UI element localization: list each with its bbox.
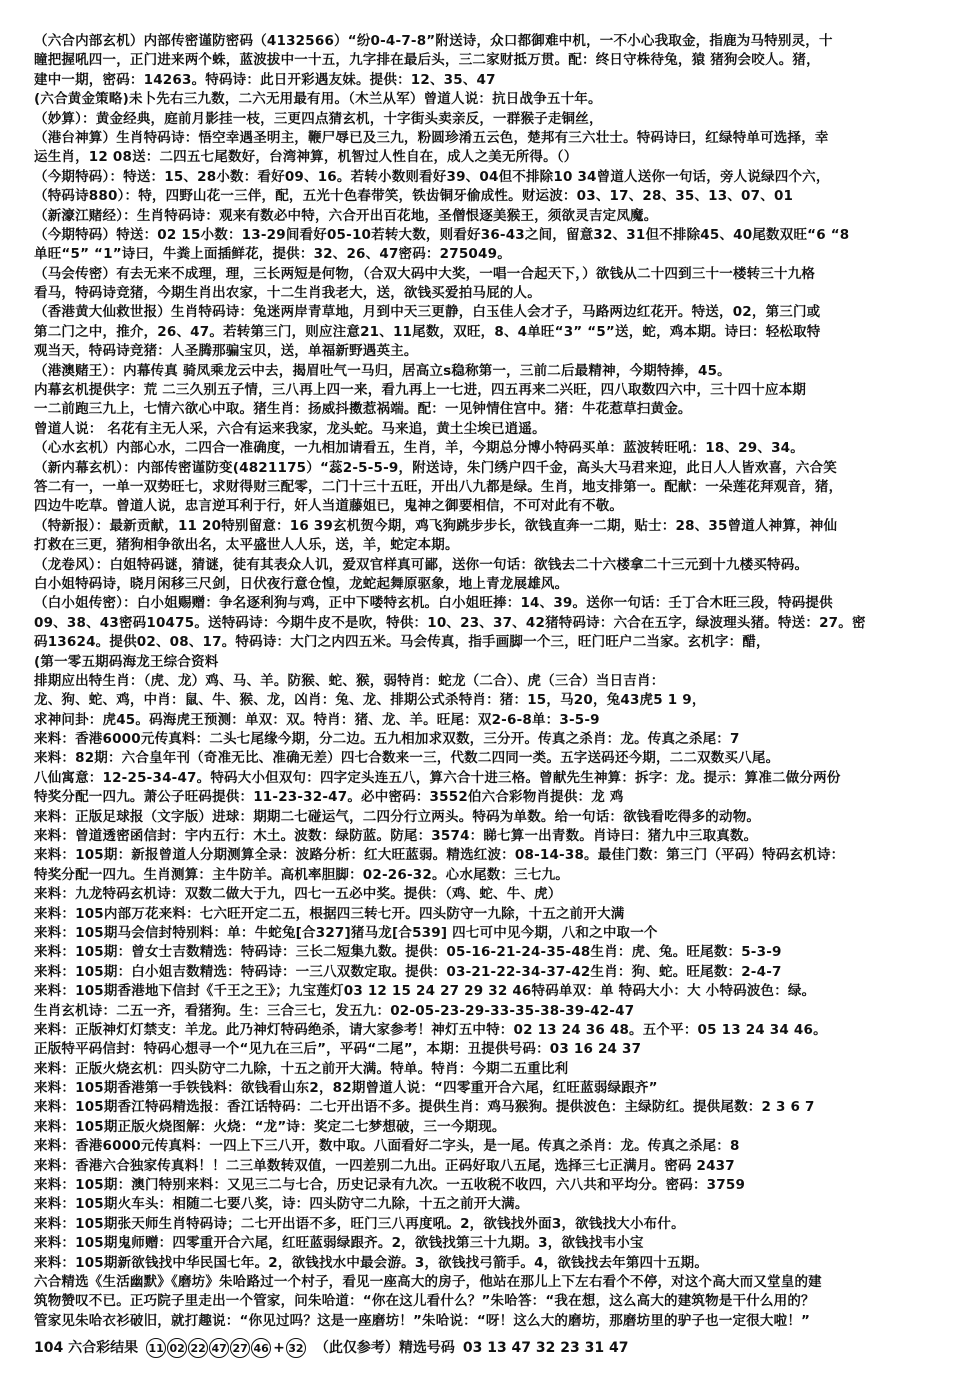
text-line: 运生肖，12 08送：二四五七尾数好，台湾神算，机智过人性自在，成人之美无所得。（） bbox=[34, 149, 578, 166]
text-line: 来料：105内部万花来料：七六旺开定二五，根据四三转七开。四头防守一九除，十五之前开大满 bbox=[34, 905, 625, 922]
text-line: 生肖玄机诗：二五一齐，看猪狗。生：三合三七，发五九：02-05-23-29-33-35-38-39-42-47 bbox=[34, 1002, 635, 1019]
text-line: （港澳赌王）：内幕传真 骑凤乘龙云中去，揭眉吐气一马归，居高立s稳称第一，三前二后最精神，今期特捧，45。 bbox=[34, 362, 731, 379]
text-line: 六合精选《生活幽默》《磨坊》朱哈路过一个村子，看见一座高大的房子，他站在那儿上下左右看个不停，对这个高大而又堂皇的建 bbox=[34, 1274, 822, 1290]
text-line: 来料：105期香江特码精选报：香江话特码：二七开出语不多。提供生肖：鸡马猴狗。提供波色：主绿防红。提供尾数：2 3 6 7 bbox=[34, 1099, 815, 1116]
text-line: 龙、狗、蛇、鸡，中肖：鼠、牛、猴、龙，凶肖：兔、龙、排期公式杀特肖：猪：15，马20，兔43虎5 1 9， bbox=[34, 692, 706, 709]
text-line: 曾道人说： 名花有主无人采，六合有运来我家，龙头蛇。马来追，黄土尘埃已逍遥。 bbox=[34, 420, 546, 437]
text-line: 排期应出特生肖：（虎、龙）鸡、马、羊。防猴、蛇、猴，弱特肖：蛇龙（二合）、虎（三合）当日吉肖： bbox=[34, 672, 665, 689]
text-line: （新内幕玄机）：内部传密谨防变(4821175）“蕊2-5-5-9，附送诗，朱门绣户四千金，高头大马君来迎，此日人人皆欢喜，六合笑 bbox=[34, 459, 837, 476]
special-ball: 32 bbox=[286, 1338, 306, 1358]
text-line: 来料：香港6000元传真料：二头七尾缘今期，分二边。五九相加求双数，三分开。传真之杀肖：龙。传真之杀尾：7 bbox=[34, 731, 740, 748]
text-line: （香港黄大仙救世报）生肖特码诗：兔迷两岸青草地，月到中天三更静，白玉佳人会才子，马路两边红花开。特送，02，第三门或 bbox=[34, 304, 821, 321]
text-line: 筑物赞叹不已。正巧院子里走出一个管家，问朱哈道：“你在这儿看什么？”朱哈答：“我在想，这么高大的建筑物是干什么用的？ bbox=[34, 1293, 815, 1310]
result-label: 104 六合彩结果 bbox=[34, 1340, 139, 1357]
text-line: （今期特码）特送：02 15小数：13-29间看好05-10若转大数，则看好36-43之间，留意32、31但不排除45、40尾数双旺“6 “8 bbox=[34, 226, 850, 243]
text-line: 一二前跑三九上，七情六欲心中取。猪生肖：扬威抖擞惹祸端。配：一见钟情住宫中。猪：牛花惹草扫黄金。 bbox=[34, 401, 692, 418]
ball-2: 02 bbox=[167, 1338, 187, 1358]
text-line: 看马，特码诗竞猪，今期生肖出农家，十二生肖我老大，送，欲钱买爱拍马屁的人。 bbox=[34, 285, 541, 302]
pick-label: 精选号码 bbox=[398, 1340, 455, 1357]
text-line: 来料：105期张天师生肖特码诗；二七开出语不多，旺门三八再度吼。2，欲钱找外面3，欲钱找大小布什。 bbox=[34, 1215, 685, 1232]
text-line: 来料：105期：曾女士吉数精选：特码诗：三长二短集九数。提供：05-16-21-24-35-48生肖：虎、兔。旺尾数：5-3-9 bbox=[34, 944, 782, 961]
text-line: 来料：九龙特码玄机诗：双数二做大于九，四七一五必中奖。提供：（鸡、蛇、牛、虎） bbox=[34, 886, 562, 903]
text-line: 八仙寓意：12-25-34-47。特码大小但双句：四字定头连五八，算六合十进三格。曾献先生神算：拆字：龙。提示：算准二做分两份 bbox=[34, 769, 841, 786]
text-line: 特奖分配一四九。生肖测算：主牛防羊。高机率胆脚：02-26-32。心水尾数：三七九。 bbox=[34, 866, 569, 883]
text-line: （港台神算）生肖特码诗：悟空幸遇圣明主，鞭尸辱已及三九，粉圆珍淆五云色，楚邦有三六壮士。特码诗曰，红绿特单可选择，幸 bbox=[34, 129, 829, 146]
text-line: （特新报）：最新贡献，11 20特别留意：16 39玄机贺今期，鸡飞狗跳步步长，欲钱直奔一二期，贴士：28、35曾道人神算，神仙 bbox=[34, 517, 838, 534]
text-line: 来料：香港六合独家传真料！！二三单数转双值，一四差别二九出。正码好取八五尾，选择三七正满月。密码 2437 bbox=[34, 1157, 735, 1174]
text-line: 来料：香港6000元传真料：一四上下三八开，数中取。八面看好二字头，是一尾。传真之杀肖：龙。传真之杀尾：8 bbox=[34, 1138, 740, 1155]
text-line: 四边牛吃草。曾道人说，忠言逆耳利于行，奸人当道藤姐已，鬼神之御要相信，不可对此有不敬。 bbox=[34, 498, 624, 515]
text-line: 来料：105期：白小姐吉数精选：特码诗：一三八双数定取。提供：03-21-22-34-37-42生肖：狗、蛇。旺尾数：2-4-7 bbox=[34, 963, 782, 980]
text-line: 来料：105期火车头：相随二七要八奖，诗：四头防守二九除，十五之前开大满。 bbox=[34, 1196, 529, 1213]
text-line: (六合黄金策略)未卜先右三九数，二六无用最有用。（木兰从军）曾道人说：抗日战争五十年。 bbox=[34, 91, 602, 108]
text-line: 09、38、43密码10475。送特码诗：今期牛皮不是吹，特供：10、23、37、42猪特码诗：六合在五字，绿波理头猪。特送：27。密 bbox=[34, 614, 866, 631]
text-line: 观当天，特码诗竞猪：人圣腾那骗宝贝，送，单福新野遇英主。 bbox=[34, 343, 418, 360]
pick-numbers: 03 13 47 32 23 31 47 bbox=[462, 1340, 629, 1357]
text-line: （今期特码）：特送：15、28小数：看好09、16。若转小数则看好39、04但不排除10 34曾道人送你一句话，旁人说绿四个六， bbox=[34, 168, 830, 185]
text-line: （新濠江赌经）：生肖特码诗：观来有数必中特，六合开出百花地，圣僧恨逐美猴王，须欲灵吉定凤魔。 bbox=[34, 207, 658, 224]
text-line: 来料：105期：澳门特别来料：又见三二与七合，历史记录有九次。一五收税不收四，六八共和平均分。密码：3759 bbox=[34, 1177, 746, 1194]
text-line: 白小姐特码诗，晓月闲移三尺剑，日伏夜行意仓惶，龙蛇起舞原驱象，地上青龙展雄风。 bbox=[34, 575, 569, 592]
text-line: 来料：105期正版火烧图解：火烧：“龙”诗：奖定二七梦想破，三一今期现。 bbox=[34, 1118, 506, 1135]
text-line: 来料：正版神灯灯禁支：羊龙。此乃神灯特码绝杀，请大家参考！神灯五中特：02 13 24 36 48。五个平：05 13 24 34 46。 bbox=[34, 1021, 827, 1038]
text-line: (第一零五期码海龙王综合资料 bbox=[34, 653, 219, 670]
text-line: 答二有一，一单一双势旺七，求财得财三配零，二门十三十五旺，开出八九都是绿。生肖，地支排第一。配献：一朵莲花拜观音，猪， bbox=[34, 478, 843, 495]
text-line: （马会传密）有去无来不成理，理，三长两短是何物，（合双大码中大奖，一唱一合起天下，）欲钱从二十四到三十一楼转三十九格 bbox=[34, 265, 816, 282]
text-line: （心水玄机）内部心水，二四合一准确度，一九相加请看五，生肖，羊，今期总分博小特码买单：蓝波转旺吼：18、29、34。 bbox=[34, 440, 804, 457]
text-line: 求神问卦：虎45。码海虎王预测：单双：双。特肖：猪、龙、羊。旺尾：双2-6-8单：3-5-9 bbox=[34, 711, 600, 728]
text-line: 建中一期，密码：14263。特码诗：此日开彩遇友妹。提供：12、35、47 bbox=[34, 71, 496, 88]
text-line: 码13624。提供02、08、17。特码诗：大门之内四五米。马会传真，指手画脚一个三，旺门旺户二当家。玄机字：醋， bbox=[34, 634, 770, 651]
ball-1: 11 bbox=[146, 1338, 166, 1358]
text-line: 管家见朱哈衣衫破旧，就打趣说：“你见过吗？这是一座磨坊！”朱哈说：“呀！这么大的磨坊，那磨坊里的驴子也一定很大啦！” bbox=[34, 1312, 811, 1329]
text-line: 来料：105期新欲钱找中华民国七年。2，欲钱找水中最会游。3，欲钱找弓箭手。4，欲钱找去年第四十五期。 bbox=[34, 1254, 709, 1271]
ball-4: 47 bbox=[209, 1338, 229, 1358]
text-line: 内幕玄机提供字：荒 二三久别五子情，三八再上四一来，看九再上一七进，四五再来二兴旺，四八取数四六中，三十四十应本期 bbox=[34, 382, 807, 399]
text-line: 来料：105期鬼师赠：四零重开合六尾，红旺蓝弱绿跟齐。2，欲钱找第三十九期。3，欲钱找韦小宝 bbox=[34, 1235, 644, 1252]
reference-note: （此仅参考） bbox=[314, 1340, 399, 1357]
text-line: 特奖分配一四九。萧公子旺码提供：11-23-32-47。必中密码：3552伯六合彩物肖提供：龙 鸡 bbox=[34, 789, 624, 806]
text-line: （龙卷风）：白姐特码谜，猜谜，徒有其表众人讥，爱双官样真可鄙，送你一句话：欲钱去二十六楼拿二十三元到十九楼买特码。 bbox=[34, 556, 809, 573]
text-line: 来料：105期香港地下信封《千王之王》；九宝莲灯03 12 15 24 27 29 32 46特码单双：单 特码大小：大 小特码波色：绿。 bbox=[34, 983, 816, 1000]
text-line: 正版特平码信封：特码心想寻一个“见九在三后”，平码“二尾”，本期：丑提供号码：03 16 24 37 bbox=[34, 1041, 642, 1058]
text-line: 来料：105期：新报曾道人分期测算全录：波路分析：红大旺蓝弱。精选红波：08-14-38。最佳门数：第三门（平码）特码玄机诗： bbox=[34, 847, 845, 864]
text-line: （特码诗880）：特，四野山花一三伴，配，五光十色春带笑，铁齿铜牙偷成性。财运波：03、17、28、35、13、07、01 bbox=[34, 188, 794, 205]
text-line: 来料：82期：六合皇年刊（奇准无比、准确无差）四七合数来一三，代数二四同一类。五字送码还今期，二二双数买八尾。 bbox=[34, 750, 780, 767]
text-line: 打救在三更，猪狗相争欲出名，太平盛世人人乐，送，羊，蛇定本期。 bbox=[34, 537, 459, 554]
text-line: 来料：105期马会信封特别料：单：牛蛇兔[合327]猪马龙[合539] 四七可中见今期，八和之中取一个 bbox=[34, 924, 658, 941]
result-footer: 104 六合彩结果 11 02 22 47 27 46 + 32 （此仅参考） 精选号码 03 13 47 32 23 31 47 bbox=[34, 1337, 937, 1359]
ball-6: 46 bbox=[251, 1338, 271, 1358]
text-line: （白小姐传密）：白小姐赐赠：争名逐利狗与鸡，正中下喽特玄机。白小姐旺捧：14、39。送你一句话：壬丁合木旺三段，特码提供 bbox=[34, 595, 833, 612]
text-line: （妙算）：黄金经典，庭前月影挂一枝，三更四点猜玄机，十字街头卖亲反，一群猴子走铜丝， bbox=[34, 110, 603, 127]
ball-5: 27 bbox=[230, 1338, 250, 1358]
ball-3: 22 bbox=[188, 1338, 208, 1358]
text-line: （六合内部玄机）内部传密谨防密码（4132566）“纷0-4-7-8”附送诗，众口都御难中机，一不小心我取金，指鹿为马特别灵，十 bbox=[34, 33, 833, 49]
article-body bbox=[34, 32, 937, 1331]
text-line: 来料：正版足球报（文字版）进球：期期二七碰运气，二四分行立两头。特码为单数。给一句话：欲钱看吃得多的动物。 bbox=[34, 808, 761, 825]
text-line: 来料：正版火烧玄机：四头防守二九除，十五之前开大满。特单。特肖：今期二五重比利 bbox=[34, 1060, 569, 1077]
text-line: 来料：曾道透密函信封：宇内五行：木土。波数：绿防蓝。防尾：3574：睇七算一出青数。肖诗曰：猪九中三取真数。 bbox=[34, 828, 758, 845]
text-line: 单旺“5” “1”诗曰，牛粪上面插鲜花，提供：32、26、47密码：275049。 bbox=[34, 246, 511, 263]
text-line: 来料：105期香港第一手铁钱料：欲钱看山东2，82期曾道人说：“四零重开合六尾，红旺蓝弱绿跟齐” bbox=[34, 1080, 658, 1097]
text-line: 第二门之中，推介，26、47。若转第三门，则应注意21、11尾数，双旺，8、4单旺“3” “5”送，蛇，鸡本期。诗曰：轻松取特 bbox=[34, 323, 821, 340]
text-line: 瞳把握吼四一，正门进来两个蛛，蓝波拔中一十五，九字排在最后头，三二家财抵万贯。配：终日守株待兔，猿 猪狗会咬人。猪， bbox=[34, 52, 820, 69]
